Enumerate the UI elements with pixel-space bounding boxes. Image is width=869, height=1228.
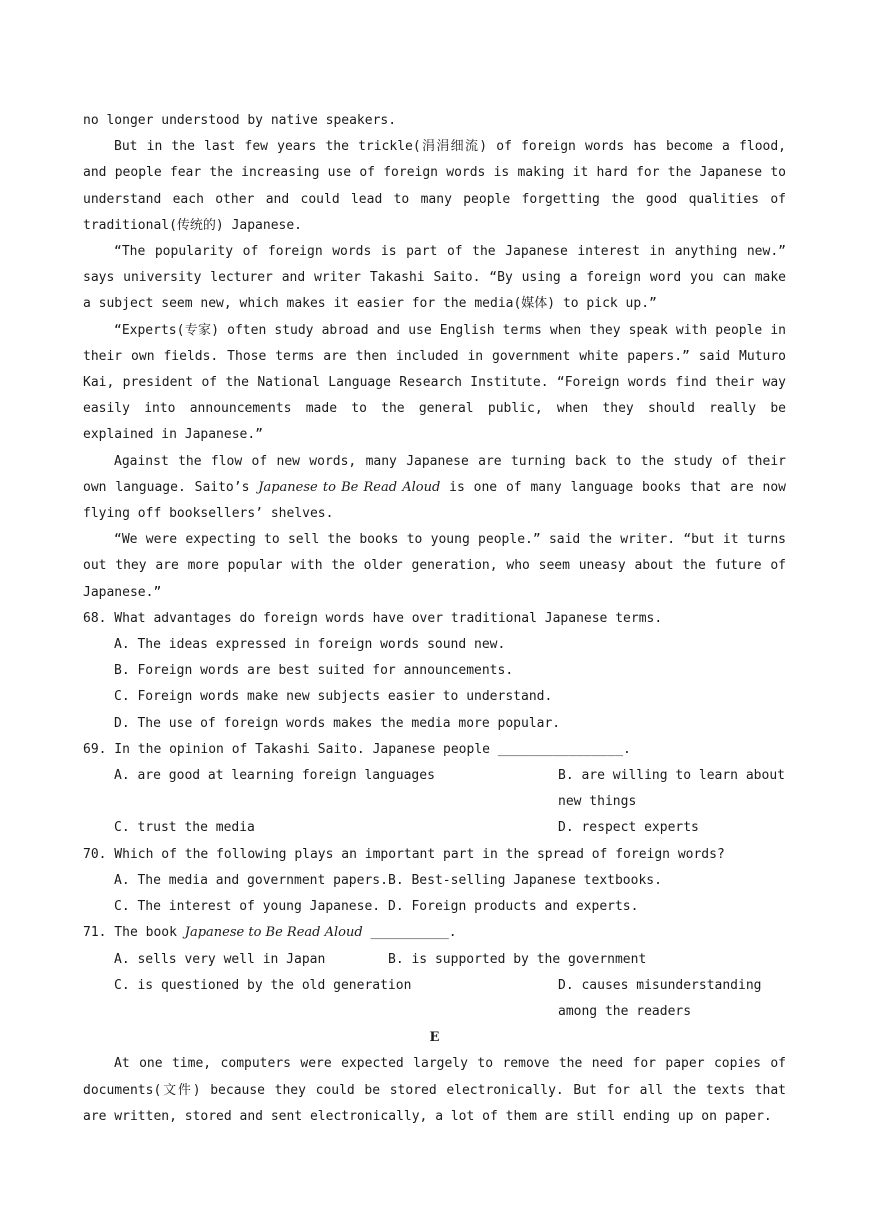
paragraph: [83, 449, 786, 528]
option-b[interactable]: B. Best-selling Japanese textbooks.: [388, 872, 662, 888]
option-a[interactable]: A. sells very well in Japan: [114, 951, 326, 967]
question-stem: [83, 920, 786, 946]
option-d[interactable]: D. Foreign products and experts.: [388, 899, 639, 915]
option-c[interactable]: C. trust the media: [114, 820, 255, 836]
option-d[interactable]: D. The use of foreign words makes the media more popular.: [114, 715, 561, 731]
document-page: [83, 108, 786, 1130]
option-c[interactable]: C. The interest of young Japanese.: [114, 899, 381, 915]
option-row: [83, 947, 786, 973]
question-stem: 70. Which of the following plays an important part in the spread of foreign words?: [83, 846, 725, 862]
option-b[interactable]: B. Foreign words are best suited for announcements.: [114, 663, 514, 679]
paragraph: At one time, computers were expected largely to remove the need for paper copies of documents(文件) because they could be stored electronically. But for all the texts that are written, stored and sent electronically, a lot of them are still ending up on paper.: [83, 1056, 786, 1124]
text-span: 71. The book: [83, 925, 185, 941]
question-stem: 69. In the opinion of Takashi Saito. Japanese people ________________.: [83, 741, 631, 757]
question-stem: 68. What advantages do foreign words have over traditional Japanese terms.: [83, 610, 663, 626]
book-title: Japanese to Be Read Aloud: [258, 479, 441, 495]
option-c[interactable]: C. Foreign words make new subjects easier to understand.: [114, 689, 553, 705]
option-b[interactable]: B. are willing to learn about new things: [558, 768, 785, 810]
option-d[interactable]: D. causes misunderstanding among the readers: [558, 977, 762, 1019]
book-title: Japanese to Be Read Aloud: [184, 925, 363, 941]
option-row: [83, 763, 786, 815]
option-b[interactable]: B. is supported by the government: [388, 951, 647, 967]
paragraph: no longer understood by native speakers.: [83, 113, 397, 128]
option-row: [83, 868, 786, 894]
paragraph: “The popularity of foreign words is part of the Japanese interest in anything new.” says university lecturer and writer Takashi Saito. “By using a foreign word you can make a subject seem new, which makes it easier for the media(媒体) to pick up.”: [83, 244, 786, 312]
section-heading: E: [429, 1030, 440, 1046]
option-row: [83, 894, 786, 920]
option-a[interactable]: A. The ideas expressed in foreign words sound new.: [114, 637, 506, 653]
paragraph: “We were expecting to sell the books to young people.” said the writer. “but it turns out they are more popular with the older generation, who seem uneasy about the future of Japanese.”: [83, 532, 786, 600]
text-span: Against the flow of new words, many Japanese are turning back to the study of their own language. Saito’s: [83, 453, 786, 495]
option-row: [83, 973, 786, 1025]
text-span: is one of many language books that are now flying off booksellers’ shelves.: [83, 479, 787, 522]
text-span: __________.: [362, 925, 457, 941]
option-a[interactable]: A. are good at learning foreign languages: [114, 768, 435, 784]
option-a[interactable]: A. The media and government papers.: [114, 872, 388, 888]
option-c[interactable]: C. is questioned by the old generation: [114, 977, 412, 993]
paragraph: But in the last few years the trickle(涓涓细流) of foreign words has become a flood, and people fear the increasing use of foreign words is making it hard for the Japanese to understand each other and could lead to many people forgetting the good qualities of traditional(传统的) Japanese.: [83, 139, 786, 233]
paragraph: “Experts(专家) often study abroad and use English terms when they speak with people in their own fields. Those terms are then included in government white papers.” said Muturo Kai, president of the National Language Research Institute. “Foreign words find their way easily into announcements made to the general public, when they should really be explained in Japanese.”: [83, 322, 786, 443]
option-row: [83, 815, 786, 841]
option-d[interactable]: D. respect experts: [558, 820, 699, 836]
